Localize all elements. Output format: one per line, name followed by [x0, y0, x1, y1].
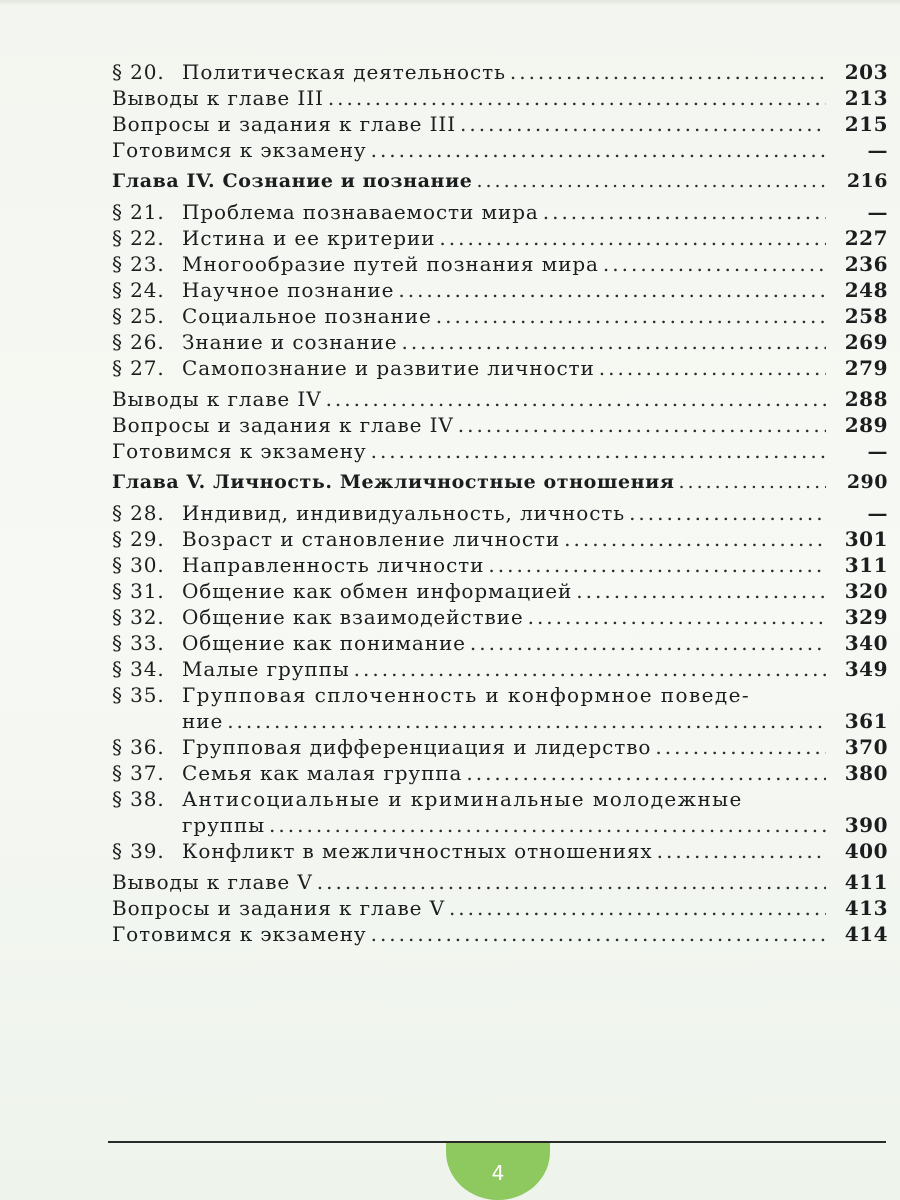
entry-title: группы: [182, 813, 266, 837]
section-number: § 34.: [112, 657, 165, 681]
page-number: 370: [844, 735, 888, 759]
entry-title: Готовимся к экзамену: [112, 439, 367, 463]
entry-title: Самопознание и развитие личности: [182, 356, 595, 380]
section-number: § 24.: [112, 278, 165, 302]
entry-title: Проблема познаваемости мира: [182, 200, 539, 224]
entry-title: Возраст и становление личности: [182, 527, 561, 551]
toc-row-conclusions-ch4[interactable]: [112, 386, 888, 412]
dot-leader: [458, 412, 826, 438]
toc-row-conclusions-ch5[interactable]: [112, 869, 888, 895]
toc-row-section-28[interactable]: [112, 500, 888, 526]
entry-title: Истина и ее критерии: [182, 226, 436, 250]
page-edge-shadow: [0, 0, 900, 6]
toc-row-section-35[interactable]: [112, 682, 888, 708]
section-number: § 29.: [112, 527, 165, 551]
toc-row-section-30[interactable]: [112, 552, 888, 578]
toc-row-questions-ch5[interactable]: [112, 895, 888, 921]
chapter-title: Глава V. Личность. Межличностные отношения: [112, 471, 675, 493]
page-number: 340: [844, 631, 888, 655]
toc-row-questions-ch3[interactable]: [112, 111, 888, 137]
page-number: 213: [844, 86, 888, 110]
section-number: § 39.: [112, 839, 165, 863]
toc-row-section-29[interactable]: [112, 526, 888, 552]
dot-leader: [655, 734, 826, 760]
entry-title: ние: [182, 709, 224, 733]
entry-title: Выводы к главе IV: [112, 387, 322, 411]
dot-leader: [543, 199, 826, 225]
toc-row-section-27[interactable]: [112, 355, 888, 381]
toc-row-section-38-continued[interactable]: [112, 812, 888, 838]
entry-title: Политическая деятельность: [182, 60, 506, 84]
toc-row-section-20[interactable]: [112, 59, 888, 85]
toc-row-chapter-4[interactable]: [112, 168, 888, 194]
page-number: 301: [844, 527, 888, 551]
section-number: § 36.: [112, 735, 165, 759]
dot-leader: [466, 760, 826, 786]
dot-leader: [326, 386, 826, 412]
section-number: § 35.: [112, 683, 165, 707]
entry-title: Групповая сплоченность и конформное поведе-: [182, 683, 750, 707]
page-number: 414: [844, 922, 888, 946]
section-number: § 37.: [112, 761, 165, 785]
page-number-label: 4: [491, 1160, 505, 1185]
toc-row-section-31[interactable]: [112, 578, 888, 604]
toc-row-section-25[interactable]: [112, 303, 888, 329]
section-number: § 22.: [112, 226, 165, 250]
toc-row-section-23[interactable]: [112, 251, 888, 277]
toc-row-section-37[interactable]: [112, 760, 888, 786]
entry-title: Вопросы и задания к главе V: [112, 896, 445, 920]
page-number: 269: [844, 330, 888, 354]
page-number: 320: [844, 579, 888, 603]
dot-leader: [436, 303, 826, 329]
dot-leader: [398, 277, 826, 303]
page-number: 400: [844, 839, 888, 863]
toc-row-section-22[interactable]: [112, 225, 888, 251]
entry-title: Готовимся к экзамену: [112, 922, 367, 946]
dot-leader: [328, 85, 826, 111]
entry-title: Вопросы и задания к главе III: [112, 112, 457, 136]
dot-leader: [401, 329, 826, 355]
dot-leader: [317, 869, 826, 895]
dot-leader: [227, 708, 826, 734]
toc-row-section-26[interactable]: [112, 329, 888, 355]
toc-row-questions-ch4[interactable]: [112, 412, 888, 438]
dot-leader: [528, 604, 826, 630]
dot-leader: [629, 500, 826, 526]
entry-title: Антисоциальные и криминальные молодежные: [182, 787, 743, 811]
page-number: 311: [844, 553, 888, 577]
entry-title: Знание и сознание: [182, 330, 398, 354]
toc-row-exam-ch4[interactable]: [112, 438, 888, 464]
page-number: 248: [844, 278, 888, 302]
page-number: 380: [844, 761, 888, 785]
dot-leader: [439, 225, 826, 251]
section-number: § 38.: [112, 787, 165, 811]
toc-row-section-21[interactable]: [112, 199, 888, 225]
toc-row-section-39[interactable]: [112, 838, 888, 864]
section-number: § 32.: [112, 605, 165, 629]
toc-row-chapter-5[interactable]: [112, 469, 888, 495]
page-number: 349: [844, 657, 888, 681]
toc-row-section-33[interactable]: [112, 630, 888, 656]
toc-row-section-24[interactable]: [112, 277, 888, 303]
entry-title: Социальное познание: [182, 304, 432, 328]
entry-title: Конфликт в межличностных отношениях: [182, 839, 653, 863]
entry-title: Многообразие путей познания мира: [182, 252, 599, 276]
page-number: 203: [844, 60, 888, 84]
dot-leader: [576, 578, 826, 604]
table-of-contents: [112, 59, 888, 947]
toc-row-section-35-continued[interactable]: [112, 708, 888, 734]
dot-leader: [657, 838, 826, 864]
entry-title: Индивид, индивидуальность, личность: [182, 501, 626, 525]
dot-leader: [488, 552, 826, 578]
dot-leader: [599, 355, 826, 381]
page-number: 279: [844, 356, 888, 380]
dot-leader: [510, 59, 826, 85]
page-number: —: [867, 501, 888, 525]
entry-title: Общение как взаимодействие: [182, 605, 524, 629]
dot-leader: [679, 469, 827, 495]
page-number: 236: [844, 252, 888, 276]
dot-leader: [460, 111, 826, 137]
page-number: 215: [844, 112, 888, 136]
entry-title: Научное познание: [182, 278, 395, 302]
toc-row-section-36[interactable]: [112, 734, 888, 760]
dot-leader: [269, 812, 826, 838]
entry-title: Готовимся к экзамену: [112, 138, 367, 162]
dot-leader: [449, 895, 826, 921]
page-number: —: [867, 200, 888, 224]
dot-leader: [371, 438, 826, 464]
section-number: § 31.: [112, 579, 165, 603]
toc-row-section-32[interactable]: [112, 604, 888, 630]
entry-title: Семья как малая группа: [182, 761, 463, 785]
page-number: 411: [844, 870, 888, 894]
page-number: 258: [844, 304, 888, 328]
section-number: § 23.: [112, 252, 165, 276]
dot-leader: [354, 656, 826, 682]
toc-row-exam-ch3[interactable]: [112, 137, 888, 163]
dot-leader: [603, 251, 826, 277]
page-number: 361: [844, 709, 888, 733]
dot-leader: [476, 168, 826, 194]
toc-row-section-38[interactable]: [112, 786, 888, 812]
page-number: 290: [846, 471, 888, 493]
dot-leader: [564, 526, 826, 552]
entry-title: Выводы к главе III: [112, 86, 324, 110]
page-number: 329: [844, 605, 888, 629]
entry-title: Выводы к главе V: [112, 870, 313, 894]
entry-title: Общение как понимание: [182, 631, 466, 655]
toc-row-exam-ch5[interactable]: [112, 921, 888, 947]
entry-title: Вопросы и задания к главе IV: [112, 413, 454, 437]
page-number: 413: [844, 896, 888, 920]
section-number: § 21.: [112, 200, 165, 224]
dot-leader: [470, 630, 826, 656]
page-number: 216: [846, 170, 888, 192]
dot-leader: [371, 921, 826, 947]
section-number: § 26.: [112, 330, 165, 354]
toc-row-section-34[interactable]: [112, 656, 888, 682]
section-number: § 20.: [112, 60, 165, 84]
page-number: —: [867, 138, 888, 162]
entry-title: Направленность личности: [182, 553, 485, 577]
page-number: 289: [844, 413, 888, 437]
entry-title: Общение как обмен информацией: [182, 579, 573, 603]
section-number: § 25.: [112, 304, 165, 328]
page-number: —: [867, 439, 888, 463]
entry-title: Малые группы: [182, 657, 350, 681]
toc-row-conclusions-ch3[interactable]: [112, 85, 888, 111]
section-number: § 33.: [112, 631, 165, 655]
section-number: § 28.: [112, 501, 165, 525]
section-number: § 30.: [112, 553, 165, 577]
chapter-title: Глава IV. Сознание и познание: [112, 170, 473, 192]
entry-title: Групповая дифференциация и лидерство: [182, 735, 652, 759]
page-number: 390: [844, 813, 888, 837]
dot-leader: [371, 137, 826, 163]
section-number: § 27.: [112, 356, 165, 380]
page-number: 227: [844, 226, 888, 250]
page-number: 288: [844, 387, 888, 411]
